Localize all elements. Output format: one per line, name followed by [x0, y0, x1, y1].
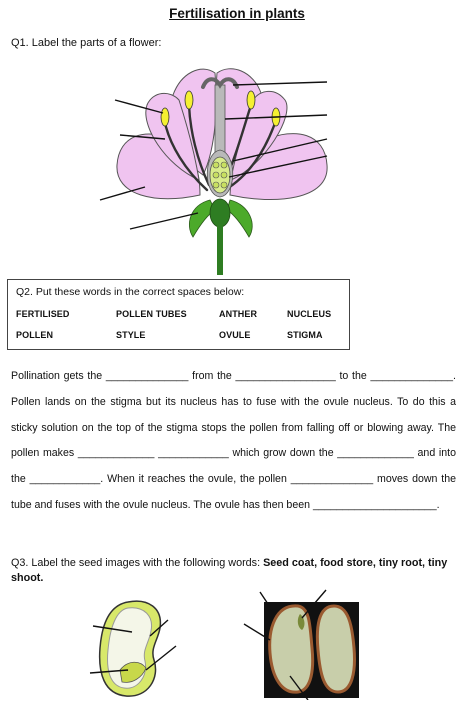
- blank-8[interactable]: _____________________: [312, 498, 437, 511]
- seed-diagram-drawing: [88, 598, 198, 703]
- blank-7[interactable]: ______________: [290, 473, 374, 486]
- paragraph-text: and into the: [11, 447, 456, 486]
- question-3: [11, 556, 461, 586]
- flower-sepal-right: [227, 200, 252, 237]
- word-pollen-tubes: POLLEN TUBES: [116, 309, 187, 319]
- paragraph-text: moves down the tube and fuses with the ovule nucleus. The ovule has then been: [11, 473, 456, 511]
- word-ovule: OVULE: [219, 330, 251, 340]
- paragraph-text: from the: [188, 370, 236, 382]
- paragraph-text: which grow down the: [228, 447, 338, 460]
- word-bank-box: [7, 279, 350, 350]
- paragraph-text: to the: [335, 370, 371, 382]
- word-pollen: POLLEN: [16, 330, 54, 340]
- blank-2[interactable]: _________________: [235, 370, 336, 382]
- seed-half-left: [270, 606, 313, 692]
- paragraph-text: Pollination gets the: [11, 370, 106, 382]
- word-style: STYLE: [116, 330, 146, 340]
- blank-6[interactable]: ____________: [29, 473, 101, 486]
- blank-3[interactable]: ______________: [370, 370, 454, 382]
- seed-half-right: [317, 606, 354, 692]
- word-nucleus: NUCLEUS: [287, 309, 332, 319]
- paragraph-text: . When it reaches the ovule, the pollen: [100, 473, 291, 486]
- blank-5[interactable]: _____________: [337, 447, 414, 460]
- question-3-lead: Q3. Label the seed images with the following words:: [11, 557, 264, 569]
- question-1: Q1. Label the parts of a flower:: [11, 37, 162, 49]
- paragraph-text: .: [436, 498, 440, 511]
- blank-4[interactable]: _____________ ____________: [77, 447, 229, 460]
- word-stigma: STIGMA: [287, 330, 323, 340]
- flower-stem: [217, 220, 223, 275]
- flower-diagram: [95, 55, 335, 275]
- question-3-words: Seed coat, food store, tiny root, tiny shoot.: [11, 557, 448, 584]
- blank-1[interactable]: ______________: [105, 370, 189, 382]
- seed-photo: [240, 588, 360, 700]
- word-anther: ANTHER: [219, 309, 258, 319]
- paragraph-text: . Pollen lands on the stigma but its nucleus has to fuse with the ovule nucleus. To do this a sticky solution on the top of the stigma stops the pollen from falling off or blowing away. The pollen makes: [11, 370, 456, 460]
- page-title: Fertilisation in plants: [169, 6, 305, 21]
- fill-in-paragraph: [11, 364, 456, 519]
- word-fertilised: FERTILISED: [16, 309, 70, 319]
- question-2: Q2. Put these words in the correct spaces below:: [16, 286, 245, 298]
